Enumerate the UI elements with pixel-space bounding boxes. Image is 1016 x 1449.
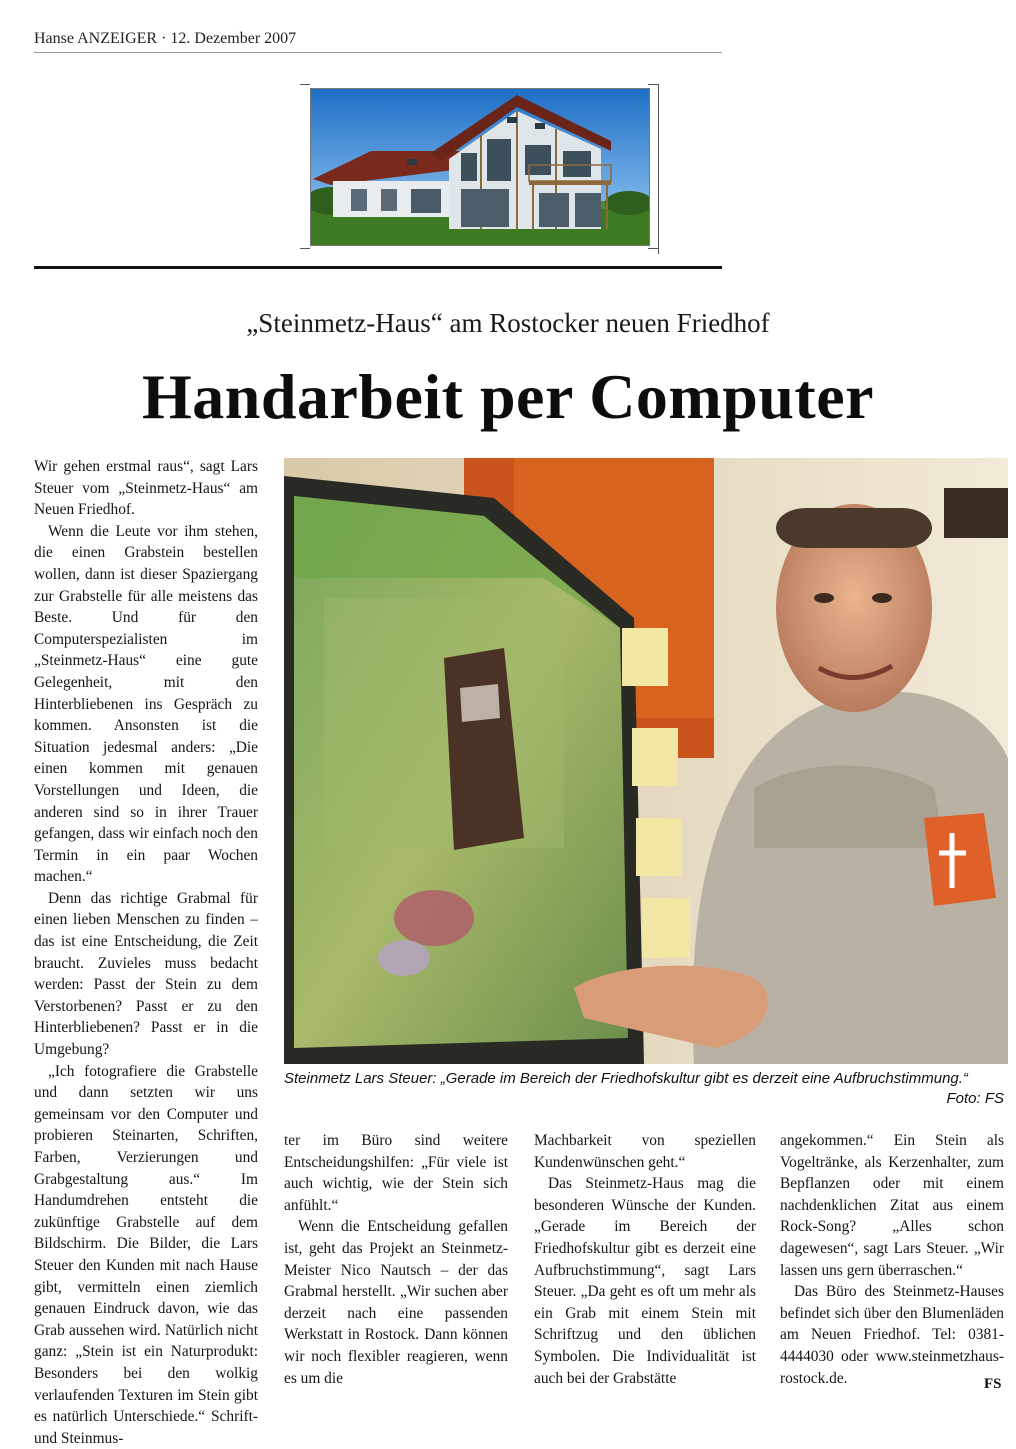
paragraph: Wenn die Leute vor ihm stehen, die einen Grabstein bestellen wollen, dann ist dieser Spaziergang zur Grabstelle für alle meistens das Beste. Und für den Computerspezialisten im „Steinmetz-Haus“ eine gute Gelegenheit, mit den Hinterbliebenen ins Gespräch zu kommen. Ansonsten ist die Situation jedesmal anders: „Die einen kommen mit genauen Vorstellungen und Ideen, die anderen sind so in ihrer Trauer gefangen, dass wir einfach noch den Termin in ein paar Wochen machen.“ xyxy=(34,522,258,886)
paragraph: Das Steinmetz-Haus mag die besonderen Wünsche der Kunden. „Gerade im Bereich der Friedhofskultur gibt es derzeit eine Aufbruchstimmung“, sagt Lars Steuer. „Da geht es oft um mehr als ein Grab mit einem Stein mit Schriftzug und den üblichen Symbolen. Die Individualität ist auch bei der Grabstätte xyxy=(534,1175,756,1387)
headline: Handarbeit per Computer xyxy=(141,361,875,432)
article-column-2 xyxy=(284,1130,508,1389)
crop-mark xyxy=(300,84,310,85)
paragraph: Wenn die Entscheidung gefallen ist, geht das Projekt an Steinmetz-Meister Nico Nautsch – der das Grabmal herstellt. „Wir suchen aber derzeit nach eine passenden Werkstatt in Rostock. Dann können wir noch flexibler reagieren, wenn es um die xyxy=(284,1218,508,1387)
paragraph: angekommen.“ Ein Stein als Vogeltränke, als Kerzenhalter, zum Bepflanzen oder mit einem nachdenklichen Zitat aus einem Rock-Song? „Alles schon dagewesen“, sagt Lars Steuer. „Wir lassen uns gern überraschen.“ xyxy=(780,1132,1004,1279)
paragraph: ter im Büro sind weitere Entscheidungshilfen: „Für viele ist auch wichtig, wie der Stein sich anfühlt.“ xyxy=(284,1132,508,1214)
author-initials: FS xyxy=(984,1376,1002,1392)
photo-caption: Steinmetz Lars Steuer: „Gerade im Bereich der Friedhofskultur gibt es derzeit eine Aufbruchstimmung.“ xyxy=(284,1070,968,1087)
masthead: Hanse ANZEIGER · 12. Dezember 2007 xyxy=(34,30,722,53)
section-rule xyxy=(34,266,722,269)
article-column-3 xyxy=(534,1130,756,1389)
paragraph: Machbarkeit von speziellen Kundenwünschen geht.“ xyxy=(534,1132,756,1171)
paragraph: Das Büro des Steinmetz-Hauses befindet sich über den Blumenläden am Neuen Friedhof. Tel: 0381-4444030 oder www.steinmetzhaus-rostock.de. xyxy=(780,1283,1004,1387)
main-photo xyxy=(284,458,1008,1064)
article-column-1 xyxy=(34,456,258,1449)
article-column-4 xyxy=(780,1130,1004,1389)
house-photo xyxy=(310,88,650,246)
paragraph: Denn das richtige Grabmal für einen lieben Menschen zu finden – das ist eine Entscheidung, die Zeit braucht. Zuvieles muss bedacht werden: Passt der Stein zu dem Verstorbenen? Passt er zu den Hinterbliebenen? Passt er in die Umgebung? xyxy=(34,889,258,1059)
crop-mark xyxy=(648,248,658,249)
crop-mark xyxy=(648,84,658,85)
kicker: „Steinmetz-Haus“ am Rostocker neuen Friedhof xyxy=(246,308,770,338)
photo-credit: Foto: FS xyxy=(946,1090,1004,1107)
crop-mark xyxy=(658,84,659,254)
paragraph: Wir gehen erstmal raus“, sagt Lars Steuer vom „Steinmetz-Haus“ am Neuen Friedhof. xyxy=(34,458,258,519)
paragraph: „Ich fotografiere die Grabstelle und dann setzten wir uns gemeinsam vor den Computer und probieren Steinarten, Schriften, Farben, Verzierungen und Grabgestaltung aus.“ Im Handumdrehen entsteht die zukünftige Grabstelle auf dem Bildschirm. Die Bilder, die Lars Steuer den Kunden mit nach Hause gibt, vermitteln einen ziemlich genauen Eindruck davon, wie das Grab aussehen wird. Natürlich nicht ganz: „Stein ist ein Naturprodukt: Besonders bei den wolkig verlaufenden Texturen im Stein gibt es natürlich Unterschiede.“ Schrift- und Steinmus- xyxy=(34,1062,258,1447)
crop-mark xyxy=(300,248,310,249)
